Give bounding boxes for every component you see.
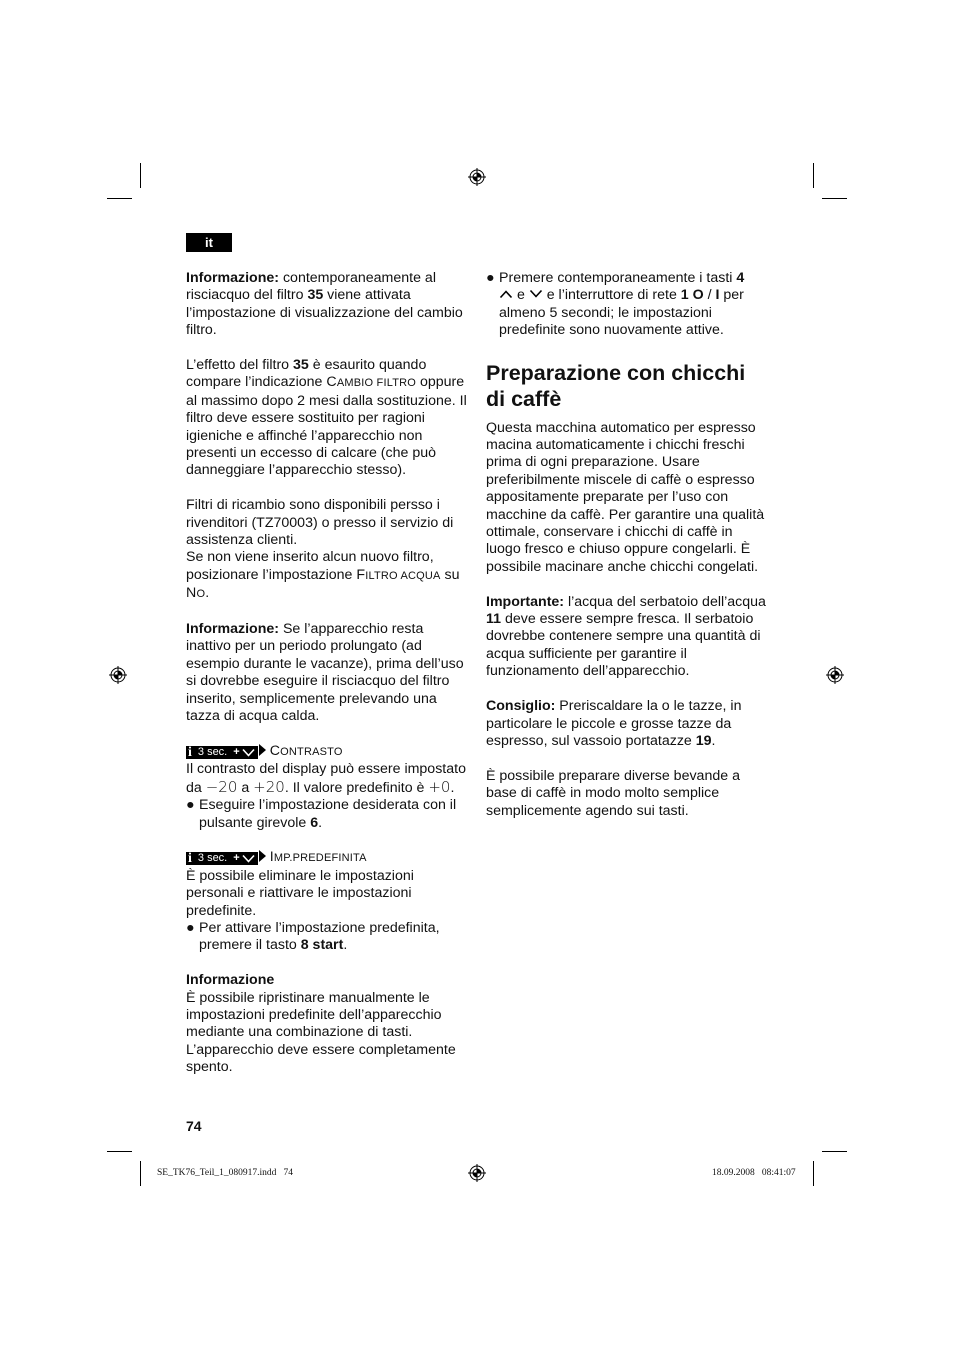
footer-timestamp: 18.09.2008 08:41:07 [712,1168,796,1178]
paragraph: Informazione: Se l’apparecchio resta inattivo per un periodo prolungato (ad esempio durante le vacanze), prima dell’uso si dovrebbe eseguire il risciacquo del filtro inserito, semplicemente prelevando una tazza di acqua calda. [186,621,464,725]
menu-badge: i 3 sec. + [186,852,258,865]
crop-mark [107,198,132,199]
paragraph: Informazione: contemporaneamente al risciacquo del filtro 35 viene attivata l’impostazione di visualizzazione del cambio filtro. [186,270,463,339]
registration-mark-icon [826,666,844,684]
subheading: Informazione [186,972,275,989]
chevron-down-icon [529,289,543,299]
chevron-up-icon [499,289,513,299]
info-icon: i [188,851,192,867]
display-text: FILTRO ACQUA [356,566,441,583]
crop-mark [822,198,847,199]
right-column [486,270,768,820]
paragraph: È possibile eliminare le impostazioni personali e riattivare le impostazioni predefinite. [186,867,414,919]
paragraph: L’effetto del filtro 35 è esaurito quando compare l’indicazione CAMBIO FILTRO oppure al massimo dopo 2 mesi dalla sostituzione. Il filtro deve essere sostituito per ragioni igieniche e affinché l’apparecchio non presenti un eccesso di calcare (che può danneggiare l’apparecchio stesso). [186,357,467,479]
paragraph: Filtri di ricambio sono disponibili persso i rivenditori (TZ70003) o presso il servizio di assistenza clienti. [186,497,454,549]
paragraph: È possibile preparare diverse bevande a base di caffè in modo molto semplice semplicemente agendo sui tasti. [486,767,740,819]
list-item: ● Eseguire l’impostazione desiderata con il pulsante girevole 6. [186,797,457,831]
display-value: +20 [253,777,285,796]
display-value: −20 [205,777,238,796]
crop-mark [822,1151,847,1152]
display-text: CAMBIO FILTRO [326,374,417,391]
page-number: 74 [186,1118,202,1134]
list-item: ● Premere contemporaneamente i tasti 4 e e l’interruttore di rete 1 O / I per almeno 5 secondi; le impostazioni predefinite sono nuovamente attive. [486,270,745,339]
paragraph: Consiglio: Preriscaldare la o le tazze, in particolare le piccole e grosse tazze da espresso, sul vassoio portatazze 19. [486,698,742,749]
display-text: CONTRASTO [269,742,343,759]
registration-mark-icon [109,666,127,684]
registration-mark-icon [468,168,486,186]
list-item: ● Per attivare l’impostazione predefinita, premere il tasto 8 start. [186,919,440,954]
crop-mark [140,163,141,188]
crop-mark [107,1151,132,1152]
section-heading: Preparazione con chicchi di caffè [486,360,746,411]
menu-path-contrasto [186,743,471,761]
crop-mark [813,1161,814,1186]
language-tab: it [186,233,232,252]
menu-badge: i 3 sec. + [186,746,258,759]
paragraph: Se non viene inserito alcun nuovo filtro, posizionare l’impostazione FILTRO ACQUA su NO. [186,549,460,602]
display-text: IMP.PREDEFINITA [269,849,367,866]
display-text: NO [186,585,206,602]
crop-mark [813,163,814,188]
arrow-right-icon [259,744,266,756]
display-value: +0 [428,777,451,796]
paragraph: Importante: l’acqua del serbatoio dell’acqua 11 deve essere sempre fresca. Il serbatoio dovrebbe contenere sempre una quantità di acqua sufficiente per garantire il funzionamento dell’apparecchio. [486,593,766,680]
registration-mark-icon [468,1164,486,1182]
paragraph: Il contrasto del display può essere impostato da −20 a +20. Il valore predefinito è +0. [186,761,466,796]
crop-mark [140,1161,141,1186]
arrow-right-icon [259,850,266,862]
chevron-down-icon [242,854,255,863]
paragraph: È possibile ripristinare manualmente le impostazioni predefinite dell’apparecchio mediante una combinazione di tasti. L’apparecchio deve essere completamente spento. [186,989,456,1076]
chevron-down-icon [242,748,255,757]
left-column [186,270,471,1077]
footer-file-info: SE_TK76_Teil_1_080917.indd 74 [157,1168,294,1178]
paragraph: Questa macchina automatico per espresso macina automaticamente i chicchi freschi prima di ogni preparazione. Usare preferibilmente miscele di caffè o espresso appositamente preparate per l’uso con macchine da caffè. Per garantire una qualità ottimale, conservare i chicchi di caffè in luogo fresco e chiuso oppure congelarli. È possibile macinare anche chicchi congelati. [486,419,765,575]
info-icon: i [188,744,192,760]
menu-path-imp-predefinita [186,849,471,867]
